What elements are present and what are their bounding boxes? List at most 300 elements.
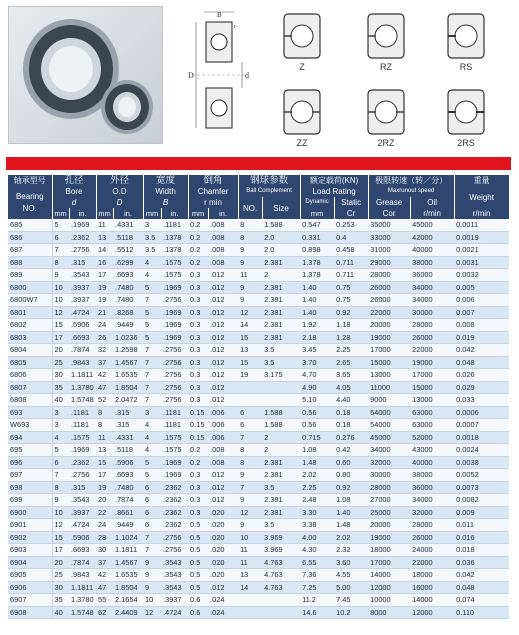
cell-chamfer-in: .020: [208, 531, 238, 544]
cell-bearing-no: 6803: [8, 331, 52, 344]
cell-width-mm: 5: [143, 469, 161, 482]
cell-load-static: 2.02: [334, 531, 368, 544]
cell-bore-mm: 20: [52, 556, 69, 569]
cell-weight: 0.007: [454, 306, 509, 319]
bearing-photo: [8, 6, 163, 144]
cell-bearing-no: 6800W7: [8, 294, 52, 307]
cell-bearing-no: 6904: [8, 556, 52, 569]
cell-bearing-no: 697: [8, 469, 52, 482]
cell-width-in: .2756: [161, 544, 188, 557]
cell-weight: 0.029: [454, 381, 509, 394]
header-sym-rmin: r min: [188, 197, 238, 208]
cell-weight: 0.011: [454, 519, 509, 532]
cell-chamfer-mm: 0.3: [188, 294, 208, 307]
cell-od-in: 1.0236: [113, 331, 143, 344]
cell-od-mm: 21: [96, 306, 113, 319]
cell-load-static: 0.75: [334, 281, 368, 294]
cell-weight: 0.0031: [454, 256, 509, 269]
cell-speed-grease: 54000: [368, 419, 410, 432]
header-bearing-en: Bearing NO.: [8, 186, 52, 219]
cell-chamfer-mm: 0.3: [188, 381, 208, 394]
cell-bore-in: .3543: [69, 269, 96, 282]
header-weight-en: Weight: [454, 186, 509, 208]
cell-load-dynamic: 1.08: [300, 444, 334, 457]
cell-chamfer-mm: 0.6: [188, 606, 208, 619]
cell-speed-oil: 32000: [410, 506, 454, 519]
cell-od-in: 2.4409: [113, 606, 143, 619]
cell-chamfer-mm: 0.2: [188, 456, 208, 469]
cell-weight: 0.0019: [454, 231, 509, 244]
cell-width-mm: 4: [143, 256, 161, 269]
cell-width-in: .3937: [161, 594, 188, 607]
cell-chamfer-in: .008: [208, 231, 238, 244]
header-sym-d: d: [52, 197, 96, 208]
cell-load-static: 1.28: [334, 331, 368, 344]
cell-ball-size: 2.381: [262, 331, 300, 344]
table-row: [8, 294, 509, 307]
cell-width-mm: 9: [143, 569, 161, 582]
cell-speed-oil: 16000: [410, 581, 454, 594]
seal-label-rz: RZ: [380, 62, 392, 72]
seal-label-2rz: 2RZ: [377, 138, 395, 148]
cell-ball-no: 9: [238, 294, 262, 307]
cell-weight: 0.005: [454, 281, 509, 294]
cell-load-dynamic: 7.36: [300, 569, 334, 582]
cell-width-mm: 4: [143, 269, 161, 282]
header-load-en: Load Rating: [300, 186, 368, 197]
cell-bore-in: 1.5748: [69, 394, 96, 407]
cell-chamfer-mm: 0.3: [188, 494, 208, 507]
cell-chamfer-in: .012: [208, 369, 238, 382]
cell-bore-in: .1181: [69, 419, 96, 432]
cell-bore-mm: 17: [52, 331, 69, 344]
cell-load-static: 0.711: [334, 269, 368, 282]
table-row: [8, 506, 509, 519]
table-row: [8, 456, 509, 469]
cell-speed-oil: 36000: [410, 481, 454, 494]
cell-load-static: 3.65: [334, 369, 368, 382]
table-row: [8, 469, 509, 482]
cell-od-in: .7480: [113, 481, 143, 494]
cell-chamfer-mm: 0.5: [188, 531, 208, 544]
cell-od-mm: 8: [96, 406, 113, 419]
header-unit-oil: r/min: [454, 208, 509, 219]
cell-speed-grease: 31000: [368, 244, 410, 257]
cell-width-in: .1181: [161, 219, 188, 231]
cell-weight: 0.018: [454, 544, 509, 557]
cell-chamfer-in: .006: [208, 419, 238, 432]
cell-load-dynamic: 5.10: [300, 394, 334, 407]
cell-load-dynamic: 1.378: [300, 269, 334, 282]
cell-bearing-no: 687: [8, 244, 52, 257]
cell-bearing-no: 695: [8, 444, 52, 457]
cell-speed-grease: 19000: [368, 531, 410, 544]
cell-speed-grease: 8000: [368, 606, 410, 619]
cell-od-mm: 19: [96, 481, 113, 494]
cell-bore-in: .7874: [69, 344, 96, 357]
cell-load-dynamic: 0.547: [300, 219, 334, 231]
cell-chamfer-mm: 0.2: [188, 444, 208, 457]
cell-speed-oil: 18000: [410, 569, 454, 582]
cell-bore-in: 1.5748: [69, 606, 96, 619]
header-sym-size: Size: [262, 197, 300, 219]
cell-speed-oil: 34000: [410, 494, 454, 507]
cell-chamfer-mm: 0.3: [188, 356, 208, 369]
cell-bearing-no: 6903: [8, 544, 52, 557]
cell-width-in: .4724: [161, 606, 188, 619]
cell-width-in: .1969: [161, 319, 188, 332]
cell-bore-mm: 9: [52, 269, 69, 282]
cell-od-in: .5118: [113, 231, 143, 244]
seal-label-z: Z: [299, 62, 305, 72]
cell-chamfer-mm: 0.15: [188, 419, 208, 432]
cell-weight: 0.0052: [454, 469, 509, 482]
cell-bore-mm: 35: [52, 594, 69, 607]
cell-chamfer-in: .020: [208, 519, 238, 532]
cell-width-in: .1969: [161, 456, 188, 469]
cell-ball-size: 2.0: [262, 231, 300, 244]
cell-od-mm: 16: [96, 256, 113, 269]
seal-diagram-2rz: [360, 88, 412, 136]
cell-bearing-no: 6900: [8, 506, 52, 519]
cell-od-mm: 24: [96, 519, 113, 532]
header-width-en: Width: [143, 186, 188, 197]
cell-bearing-no: 6806: [8, 369, 52, 382]
cell-load-dynamic: 1.40: [300, 281, 334, 294]
cell-od-mm: 28: [96, 531, 113, 544]
cell-bore-mm: 30: [52, 581, 69, 594]
cell-width-in: .2756: [161, 381, 188, 394]
cell-ball-no: 9: [238, 519, 262, 532]
cell-od-in: .7480: [113, 294, 143, 307]
cell-width-in: .2362: [161, 481, 188, 494]
cell-od-in: .315: [113, 419, 143, 432]
cell-speed-grease: 9000: [368, 394, 410, 407]
cell-load-dynamic: 4.90: [300, 381, 334, 394]
cell-bore-mm: 15: [52, 319, 69, 332]
header-od-en: O.D: [96, 186, 143, 197]
cell-ball-size: 2.381: [262, 306, 300, 319]
cell-speed-grease: 22000: [368, 306, 410, 319]
cell-chamfer-mm: 0.3: [188, 506, 208, 519]
cell-chamfer-mm: 0.3: [188, 369, 208, 382]
table-row: [8, 269, 509, 282]
cell-bore-mm: 10: [52, 506, 69, 519]
cell-ball-no: [238, 606, 262, 619]
header-sym-od: D: [96, 197, 143, 208]
cell-chamfer-in: .012: [208, 469, 238, 482]
cell-chamfer-mm: 0.6: [188, 594, 208, 607]
cell-bore-in: .1969: [69, 219, 96, 231]
cell-od-in: 1.8504: [113, 581, 143, 594]
cell-bore-in: .5906: [69, 319, 96, 332]
table-row: [8, 281, 509, 294]
cell-ball-no: [238, 381, 262, 394]
cell-chamfer-mm: 0.3: [188, 269, 208, 282]
cell-width-in: .1181: [161, 419, 188, 432]
cell-weight: 0.0021: [454, 244, 509, 257]
cell-chamfer-in: .006: [208, 431, 238, 444]
cell-load-static: 4.05: [334, 381, 368, 394]
cell-load-static: 0.42: [334, 444, 368, 457]
cell-bore-mm: 10: [52, 294, 69, 307]
cell-chamfer-mm: 0.3: [188, 319, 208, 332]
cell-bore-in: .6693: [69, 544, 96, 557]
cell-ball-no: 8: [238, 231, 262, 244]
cell-ball-size: 3.969: [262, 531, 300, 544]
cell-load-static: 0.711: [334, 256, 368, 269]
header-chamfer-en: Chamfer: [188, 186, 238, 197]
cell-od-in: .9449: [113, 319, 143, 332]
cell-weight: 0.0082: [454, 494, 509, 507]
cell-bearing-no: 6901: [8, 519, 52, 532]
cell-chamfer-in: .012: [208, 269, 238, 282]
table-row: [8, 256, 509, 269]
cell-speed-grease: 32000: [368, 456, 410, 469]
cell-weight: 0.0038: [454, 456, 509, 469]
cell-ball-no: 12: [238, 306, 262, 319]
cell-width-mm: 7: [143, 531, 161, 544]
cell-load-static: 0.60: [334, 456, 368, 469]
cell-weight: 0.0018: [454, 431, 509, 444]
cell-speed-grease: 34000: [368, 444, 410, 457]
table-row: [8, 419, 509, 432]
cell-weight: 0.0024: [454, 444, 509, 457]
cell-width-in: .3543: [161, 569, 188, 582]
cell-load-static: 2.32: [334, 544, 368, 557]
cell-od-in: 1.6535: [113, 369, 143, 382]
table-row: [8, 306, 509, 319]
cell-speed-grease: 19000: [368, 331, 410, 344]
cell-bore-in: .2362: [69, 456, 96, 469]
cell-bearing-no: 6902: [8, 531, 52, 544]
header-sym-grease: Grease: [368, 197, 410, 208]
cell-width-in: .2756: [161, 394, 188, 407]
cell-ball-size: 1.588: [262, 406, 300, 419]
cell-speed-grease: 17000: [368, 344, 410, 357]
cell-weight: 0.009: [454, 506, 509, 519]
cell-ball-size: 2.381: [262, 494, 300, 507]
cell-load-static: 0.458: [334, 244, 368, 257]
cell-od-in: .5118: [113, 444, 143, 457]
table-row: [8, 431, 509, 444]
cell-ball-no: 8: [238, 219, 262, 231]
cell-load-static: 10.2: [334, 606, 368, 619]
cell-ball-size: 2.381: [262, 256, 300, 269]
cell-speed-oil: 38000: [410, 469, 454, 482]
table-row: [8, 219, 509, 231]
cell-load-dynamic: 3.30: [300, 506, 334, 519]
cell-width-mm: 5: [143, 306, 161, 319]
table-row: [8, 356, 509, 369]
cell-chamfer-mm: 0.5: [188, 569, 208, 582]
cell-ball-no: 13: [238, 569, 262, 582]
cell-ball-size: 2: [262, 431, 300, 444]
cell-bore-in: .315: [69, 481, 96, 494]
cell-width-in: .1969: [161, 281, 188, 294]
cell-speed-oil: 12000: [410, 606, 454, 619]
cell-od-in: .8268: [113, 306, 143, 319]
cell-chamfer-in: .012: [208, 294, 238, 307]
cell-width-in: .1378: [161, 244, 188, 257]
cell-bore-in: .6693: [69, 331, 96, 344]
cell-chamfer-in: .008: [208, 219, 238, 231]
cell-width-in: .1969: [161, 469, 188, 482]
cell-bore-mm: 15: [52, 531, 69, 544]
cell-load-static: 4.40: [334, 394, 368, 407]
cell-ball-no: 6: [238, 419, 262, 432]
dim-label-d-outer: D: [188, 71, 194, 80]
cell-width-in: .2756: [161, 369, 188, 382]
cell-load-static: 0.92: [334, 306, 368, 319]
cell-bore-in: .9843: [69, 569, 96, 582]
table-row: [8, 594, 509, 607]
cell-bore-in: .9843: [69, 356, 96, 369]
cell-chamfer-mm: 0.2: [188, 231, 208, 244]
cell-load-dynamic: 4.00: [300, 531, 334, 544]
cell-chamfer-in: .008: [208, 244, 238, 257]
cell-speed-grease: 29000: [368, 256, 410, 269]
cell-bearing-no: 689: [8, 269, 52, 282]
cell-weight: 0.0006: [454, 406, 509, 419]
cell-chamfer-mm: 0.5: [188, 556, 208, 569]
cell-bore-in: .315: [69, 256, 96, 269]
header-unit-bore-in: in.: [69, 208, 96, 219]
header-sym-no: NO.: [238, 197, 262, 219]
cell-ball-no: 12: [238, 506, 262, 519]
header-speed-en: Maxrunout speed: [368, 186, 454, 197]
cell-width-mm: 7: [143, 544, 161, 557]
cell-ball-size: 3.5: [262, 344, 300, 357]
cell-chamfer-in: .020: [208, 569, 238, 582]
cell-chamfer-mm: 0.3: [188, 281, 208, 294]
cell-od-in: .315: [113, 406, 143, 419]
cell-bearing-no: 696: [8, 456, 52, 469]
header-unit-width-mm: mm: [143, 208, 161, 219]
cell-od-mm: 15: [96, 456, 113, 469]
cell-od-in: .5512: [113, 244, 143, 257]
cell-speed-oil: 15000: [410, 381, 454, 394]
cell-bearing-no: W693: [8, 419, 52, 432]
header-sym-b: B: [143, 197, 188, 208]
cell-width-in: .2362: [161, 519, 188, 532]
cell-chamfer-in: .012: [208, 331, 238, 344]
header-od-cn: 外径: [96, 175, 143, 186]
seal-diagram-zz: [276, 88, 328, 136]
cell-od-mm: 20: [96, 494, 113, 507]
cell-ball-size: 3.969: [262, 544, 300, 557]
cell-chamfer-mm: 0.15: [188, 406, 208, 419]
cell-ball-size: 3.5: [262, 356, 300, 369]
cell-ball-no: 9: [238, 494, 262, 507]
cell-bore-in: .2756: [69, 244, 96, 257]
cell-bore-in: .3937: [69, 506, 96, 519]
cell-width-in: .2756: [161, 294, 188, 307]
cell-width-mm: 6: [143, 519, 161, 532]
cell-load-static: 5.00: [334, 581, 368, 594]
table-row: [8, 494, 509, 507]
cell-chamfer-in: .024: [208, 594, 238, 607]
red-divider: [6, 157, 511, 170]
cell-speed-grease: 20000: [368, 319, 410, 332]
cell-speed-oil: 19000: [410, 356, 454, 369]
cell-speed-oil: 42000: [410, 231, 454, 244]
cell-chamfer-in: .012: [208, 494, 238, 507]
cell-load-dynamic: 2.18: [300, 331, 334, 344]
cell-width-mm: 7: [143, 394, 161, 407]
cell-bearing-no: 699: [8, 494, 52, 507]
cell-bearing-no: 6907: [8, 594, 52, 607]
cell-bore-in: 1.3780: [69, 381, 96, 394]
cell-od-mm: 42: [96, 569, 113, 582]
cell-od-mm: 24: [96, 319, 113, 332]
cell-ball-size: [262, 381, 300, 394]
cell-od-in: .4331: [113, 219, 143, 231]
cell-chamfer-mm: 0.3: [188, 394, 208, 407]
cell-load-dynamic: 1.378: [300, 256, 334, 269]
cell-load-dynamic: 3.38: [300, 519, 334, 532]
cell-load-dynamic: 6.55: [300, 556, 334, 569]
header-speed-cn: 极限转速（转／分）: [368, 175, 454, 186]
cell-width-in: .2756: [161, 344, 188, 357]
header-unit-size-mm: mm: [300, 208, 334, 219]
cell-weight: 0.074: [454, 594, 509, 607]
cell-weight: 0.0073: [454, 481, 509, 494]
cell-bore-mm: 3: [52, 419, 69, 432]
cell-bore-mm: 25: [52, 356, 69, 369]
cell-speed-grease: 26000: [368, 294, 410, 307]
table-row: [8, 231, 509, 244]
cell-weight: 0.0007: [454, 419, 509, 432]
cell-ball-no: 14: [238, 581, 262, 594]
cell-width-in: .1575: [161, 431, 188, 444]
table-row: [8, 519, 509, 532]
cell-width-mm: 6: [143, 506, 161, 519]
cell-ball-size: 2: [262, 444, 300, 457]
cell-load-dynamic: 0.715: [300, 431, 334, 444]
cell-load-static: 0.92: [334, 481, 368, 494]
header-unit-od-in: in.: [113, 208, 143, 219]
header-bore-cn: 孔径: [52, 175, 96, 186]
cell-od-in: 1.2598: [113, 344, 143, 357]
cell-weight: 0.016: [454, 531, 509, 544]
cell-chamfer-mm: 0.3: [188, 469, 208, 482]
header-weight-cn: 重量: [454, 175, 509, 186]
cell-od-mm: 13: [96, 231, 113, 244]
cell-ball-no: 9: [238, 469, 262, 482]
cell-chamfer-in: .012: [208, 481, 238, 494]
cell-speed-grease: 15000: [368, 356, 410, 369]
cell-od-in: 1.1024: [113, 531, 143, 544]
seal-diagram-rz: [360, 12, 412, 60]
cell-od-mm: 37: [96, 556, 113, 569]
cell-speed-grease: 25000: [368, 506, 410, 519]
cell-chamfer-in: .020: [208, 544, 238, 557]
header-unit-cor: Cor: [368, 208, 410, 219]
header-row-en: [8, 186, 509, 197]
cell-speed-oil: 13000: [410, 394, 454, 407]
cell-speed-oil: 14000: [410, 594, 454, 607]
cell-bore-in: .4724: [69, 306, 96, 319]
dim-label-d-inner: d: [245, 71, 249, 80]
cell-od-mm: 30: [96, 544, 113, 557]
cell-ball-no: 11: [238, 269, 262, 282]
cell-width-mm: 10: [143, 594, 161, 607]
cell-od-mm: 37: [96, 356, 113, 369]
cell-width-mm: 7: [143, 369, 161, 382]
cell-ball-no: [238, 394, 262, 407]
cell-bearing-no: 6801: [8, 306, 52, 319]
